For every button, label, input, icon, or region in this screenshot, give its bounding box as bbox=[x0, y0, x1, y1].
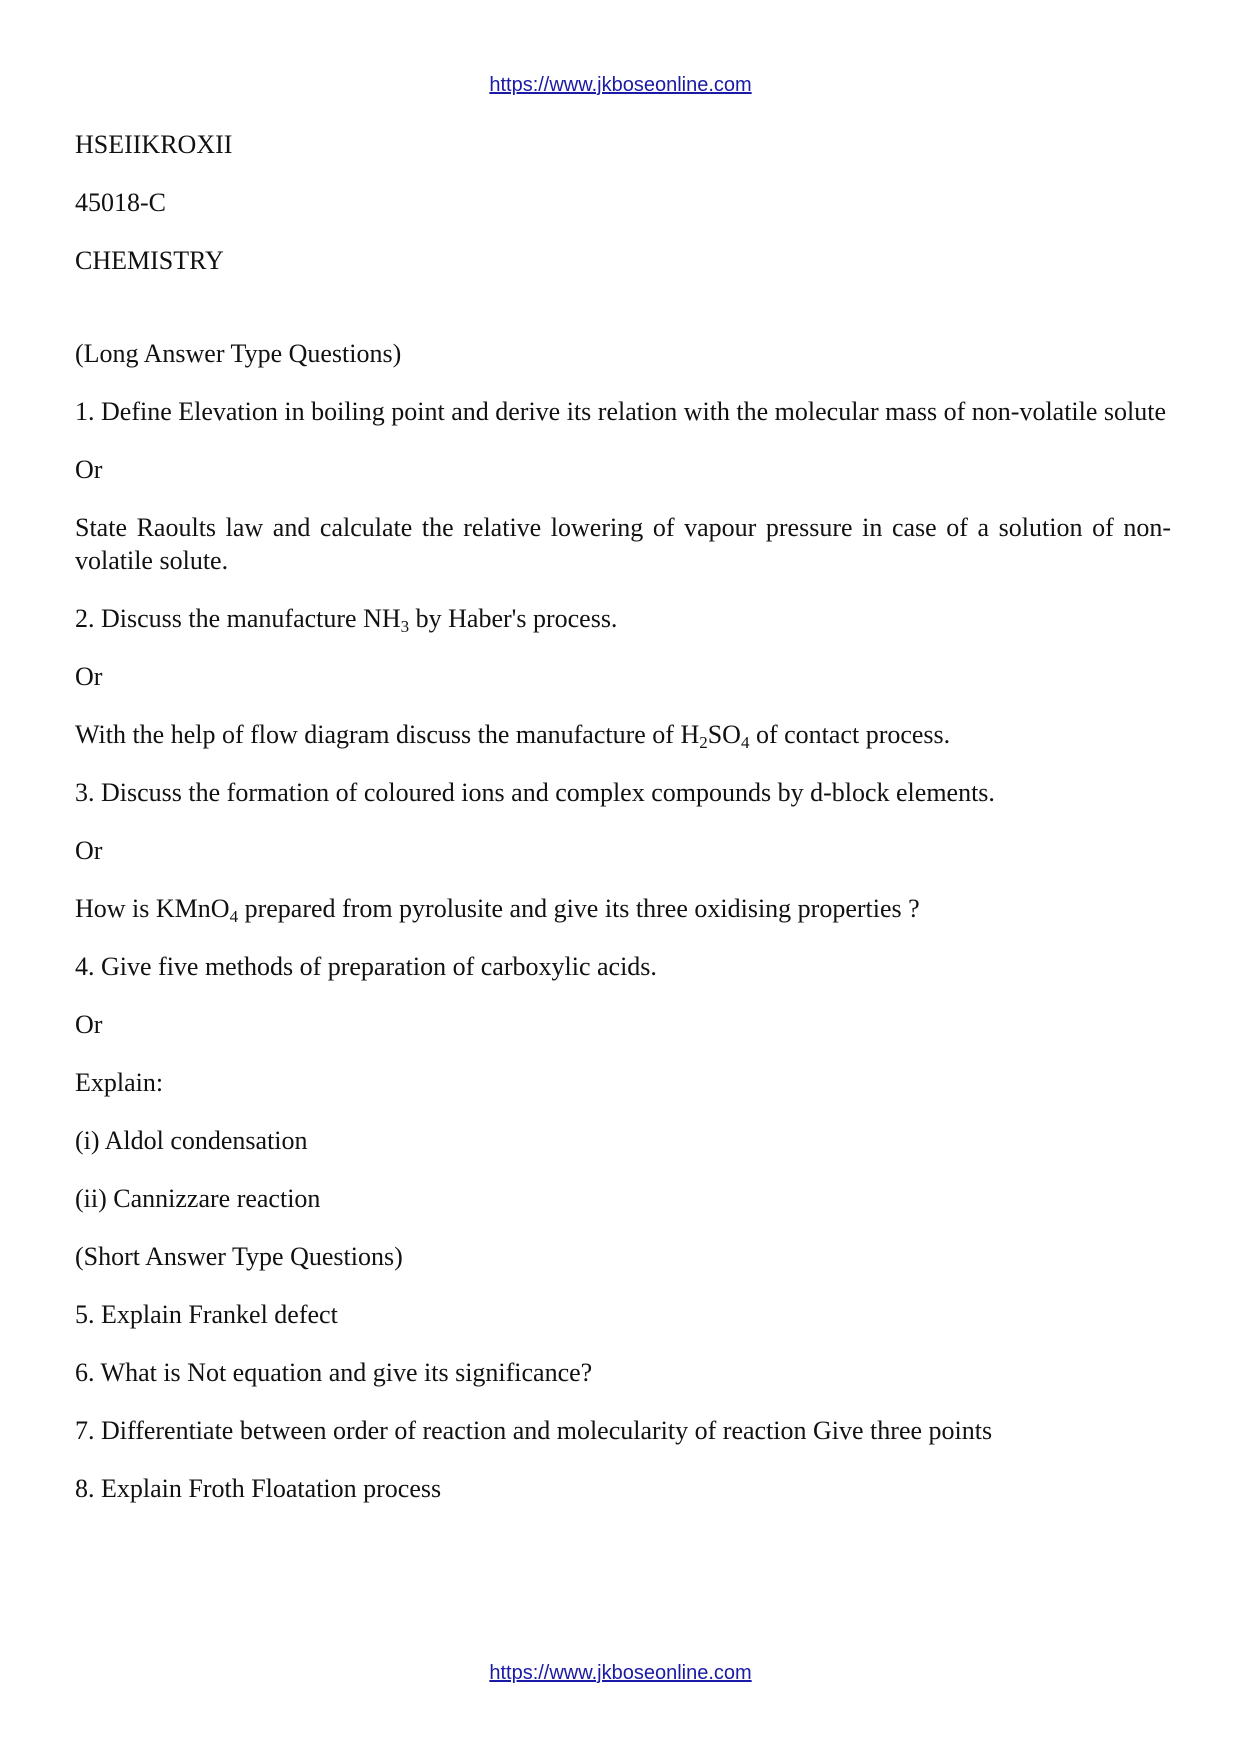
section-short-heading: (Short Answer Type Questions) bbox=[75, 1242, 403, 1271]
question-3-alt-text-end: prepared from pyrolusite and give its three oxidising properties ? bbox=[238, 894, 920, 923]
question-3: 3. Discuss the formation of coloured ions and complex compounds by d-block elements. bbox=[75, 778, 995, 807]
question-7: 7. Differentiate between order of reaction and molecularity of reaction Give three points bbox=[75, 1416, 993, 1445]
question-4-alternative-intro: Explain: bbox=[75, 1068, 164, 1097]
question-1: 1. Define Elevation in boiling point and derive its relation with the molecular mass of non-volatile solute bbox=[75, 397, 1167, 426]
question-2-text-end: by Haber's process. bbox=[409, 604, 618, 633]
question-1-alternative: State Raoults law and calculate the relative lowering of vapour pressure in case of a solution of non-volatile solute. bbox=[75, 513, 1171, 575]
question-4-alternative-part-ii: (ii) Cannizzare reaction bbox=[75, 1184, 321, 1213]
question-5: 5. Explain Frankel defect bbox=[75, 1300, 338, 1329]
or-separator: Or bbox=[75, 662, 103, 691]
question-4-alternative-part-i: (i) Aldol condensation bbox=[75, 1126, 308, 1155]
question-3-alternative bbox=[75, 892, 1171, 925]
footer-url-link[interactable]: https://www.jkboseonline.com bbox=[489, 1662, 752, 1684]
or-separator: Or bbox=[75, 1010, 103, 1039]
paper-code: HSEIIKROXII bbox=[75, 130, 233, 159]
subscript: 4 bbox=[229, 907, 239, 926]
question-3-alt-text: How is KMnO bbox=[75, 894, 230, 923]
subscript: 2 bbox=[699, 733, 708, 752]
section-long-heading: (Long Answer Type Questions) bbox=[75, 339, 402, 368]
question-2-alt-text-end: of contact process. bbox=[749, 720, 951, 749]
question-2-text: 2. Discuss the manufacture NH bbox=[75, 604, 401, 633]
subscript: 3 bbox=[400, 617, 410, 636]
paper-number: 45018-C bbox=[75, 188, 166, 217]
or-separator: Or bbox=[75, 455, 103, 484]
question-8: 8. Explain Froth Floatation process bbox=[75, 1474, 442, 1503]
or-separator: Or bbox=[75, 836, 103, 865]
question-2-alt-text: With the help of flow diagram discuss the manufacture of H bbox=[75, 720, 700, 749]
paper-subject: CHEMISTRY bbox=[75, 246, 224, 275]
question-4: 4. Give five methods of preparation of carboxylic acids. bbox=[75, 952, 657, 981]
question-6: 6. What is Not equation and give its significance? bbox=[75, 1358, 593, 1387]
header-url-link[interactable]: https://www.jkboseonline.com bbox=[489, 74, 752, 96]
question-2 bbox=[75, 602, 1171, 635]
question-2-alt-text-mid: SO bbox=[707, 720, 741, 749]
question-2-alternative bbox=[75, 718, 1171, 751]
question-paper bbox=[75, 128, 1171, 1530]
subscript: 4 bbox=[740, 733, 750, 752]
